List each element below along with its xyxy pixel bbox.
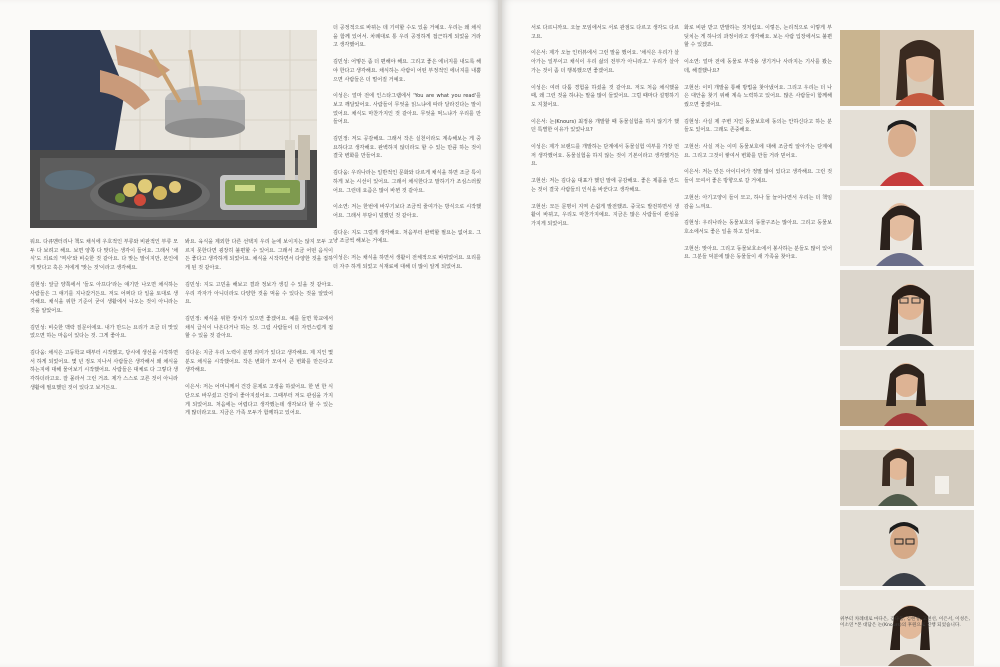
paragraph: 이성은: 저는 채식을 하면서 생활이 전체적으로 바뀌었어요. 요리를 더 자주 하게 되었고 식재료에 대해 더 많이 알게 되었어요.: [333, 255, 481, 270]
paragraph: 김다운: 지금 우리 노력이 분명 의미가 있다고 생각해요. 제 지인 몇 분도 채식을 시작했어요. 작은 변화가 모여서 큰 변화를 만든다고 생각해요.: [185, 350, 333, 374]
man-glasses-portrait: [840, 510, 974, 586]
paragraph: 이은서: 제가 오늘 인터뷰에서 그런 말을 했어요. '채식은 우리가 살아가는 일부이고 채식이 우리 삶의 전부가 아니라고.' 우리가 살아가는 것이 좀 더 행복했으면 좋겠어요.: [531, 50, 679, 74]
paragraph: 이성은: 제가 브랜드를 개발하는 단계에서 동물실험 여부를 가장 먼저 생각했어요. 동물실험을 하지 않는 것이 기본이라고 생각했거든요.: [531, 144, 679, 168]
right-page: [502, 0, 1000, 667]
paragraph: 이소연: 저는 한번에 바꾸기보다 조금씩 줄여가는 방식으로 시작했어요. 그래서 부담이 덜했던 것 같아요.: [333, 204, 481, 219]
paragraph: 더 공정적으로 바뀌는 데 기여할 수도 있을 거예요. 우리는 왜 채식을 함께 있어서. 차례대로 통 우리 공정하게 접근하게 되었을 거라고 생각했어요.: [333, 25, 481, 49]
paragraph: 이은서: 저는 어머니께서 건강 문제로 고생을 하셨어요. 한 번 한 식단으로 바꾸셨고 건강이 좋아지셨어요. 그때부터 저도 관심을 가지게 되었어요. 처음에는 어렵다고 생각했는데 생각보다 할 수 있는 게 많더라고요. 지금은 가족 모두가 함께하고 있어요.: [185, 384, 333, 417]
paragraph: 김다운: 지도 그럴게 생각해요. 처음부터 완벽할 필요는 없어요. 그냥 조금씩 해보는 거예요.: [333, 229, 481, 245]
paragraph: 김다움: 채식은 고등학교 때부터 시작했고, 당시에 생선을 시작하면서 하게 되었어요. 몇 년 정도 지나서 사람들은 생각해서 왜 채식을 하는지에 대해 물어보기 시작했어요. 사람들은 대체로 다 그렇다 생각하더라고요. 잘 몰라서 그런 거죠. 제가 스스로 고른 것이 아니라 생활에 필요했던 것이 있다고 보거든요.: [30, 350, 178, 391]
portrait-strip: [840, 30, 974, 667]
paragraph: 김현성: 앞글 양쪽에서 '들도 아프다'라는 얘기만 나오면 채식하는 사람들은 그 얘기를 지나갔거든요. 저도 어쩌다 다 일을 토대로 생각해요. 채식을 위한 기준이 굳이 생활에서 나오는 것이 아니라는 것을 알았어요.: [30, 281, 178, 314]
paragraph: 화로 비판 받고 반발하는 것처럼요. 이렇든, 논리적으로 이렇게 부딪치는 게 하나의 과정이라고 생각해요. 보는 사람 입장에서도 불편할 수 있겠죠.: [684, 25, 832, 49]
paragraph: 이소연: 얼마 전에 동물로 부작용 생기거나 사라지는 기사를 봤는데, 해결했나요?: [684, 59, 832, 74]
cooking-scene-icon: [30, 30, 317, 228]
paragraph: 김현성: 사실 제 주변 지인 동물보호에 동의는 안하신다고 하는 분들도 있어요. 그래도 존중해요.: [684, 118, 832, 134]
paragraph: 이성은: 여러 다툼 경험을 하셨을 것 같아요. 저도 처음 채식했을 때, 왜 그런 것을 하냐는 말을 많이 들었어요. 그럴 때마다 설명하기도 지쳤어요.: [531, 84, 679, 108]
photo-caption: 위부터 차례대로 마다은, 김다움, 김현성, 고현선, 이은서, 이성은, 이소연 *본 대담은 논(Knours)의 후원으로 진행 되었습니다.: [840, 617, 970, 629]
paragraph: 김민성: 어떻든 좀 더 편해야 해요. 그리고 좋은 에너지를 내도록 해야 한다고 생각해요. 채식하는 사람이 어떤 부정적인 에너지를 내뿜으면 사람들은 더 멀어질 거예요.: [333, 59, 481, 83]
paragraph: 이은서: 논(Knours) 최정용 개발할 때 동물실험을 하지 않기가 했던 특별한 이유가 있었나요?: [531, 118, 679, 134]
paragraph: 고현선: 저는 김다움 대표가 했던 말에 공감해요. 좋은 제품을 만드는 것이 결국 사람들의 인식을 바꾼다고 생각해요.: [531, 178, 679, 193]
article-column-1: [30, 238, 178, 401]
paragraph: 워요. 다큐멘터리나 책도 채식에 우호적인 부류와 비판적인 부류 모두 다 보려고 해요. 보면 양쪽 다 맞다는 생각이 들어요. 그래서 '채식'도 의료의 '역사'와 비슷한 것 같아요. 다 맞는 말이지만, 본인에게 맞다고 혹은 저에게 '맞는 것'이라고 생각해요.: [30, 239, 178, 272]
article-column-5: [684, 24, 832, 270]
paragraph: 봐요. 육식을 제외한 다른 선택지 우리 눈에 보이지는 않지 모두 고르지 못한다면 굉장히 불편할 수 있어요. 그래서 조금 어떤 음식이든 좋다고 생각하게 되었어요. 채식을 시작하면서 다양한 것을 접하게 된 것 같아요.: [185, 239, 333, 272]
paragraph: 고현선: 모든 문명이 지역 손쉽게 발전했죠. 중국도 발전하면서 생활이 바뀌고, 우리도 마찬가지예요. 지금은 많은 사람들이 관심을 가지게 되었어요.: [531, 203, 679, 227]
man-short-hair-portrait: [840, 110, 974, 186]
paragraph: 김현성: 우리나라는 동물보호의 동물구조는 많아요. 그리고 동물보호소에서도 좋은 일을 하고 있어요.: [684, 220, 832, 235]
kitchen-photo: [30, 30, 317, 228]
woman-cafe-portrait: [840, 430, 974, 506]
paragraph: 이은서: 저는 만든 아이디어가 정말 많이 있다고 생각해요. 그런 것들이 모여서 좋은 방향으로 갈 거예요.: [684, 169, 832, 185]
paragraph: 김민정: 저도 공감해요. 그래서 작은 실천이라도 계속해보는 게 중요하다고 생각해요. 완벽하지 않더라도 할 수 있는 만큼 하는 것이 결국 변화를 만들어요.: [333, 136, 481, 160]
article-column-2: [185, 238, 333, 426]
article-column-3: [333, 24, 481, 279]
paragraph: 서로 다르니까요. 오늘 모임에서도 서로 관점도 다르고 생각도 다르고요.: [531, 25, 679, 40]
woman-smiling-portrait: [840, 190, 974, 266]
paragraph: 김민성: 지도 고민을 해보고 결과 정보가 생길 수 있을 것 같아요. 우리 각자가 아니더라도 다양한 것을 먹을 수 있다는 것을 알았어요.: [185, 281, 333, 306]
left-page: [0, 0, 498, 667]
paragraph: 고현선: 사실 저는 이미 동물보호에 대해 조금씩 알아가는 단계예요. 그리고 그것이 쌓여서 변화를 만들 거라 믿어요.: [684, 144, 832, 159]
woman-long-hair-portrait: [840, 30, 974, 106]
paragraph: 김다움: 우리나라는 일반적인 문화와 다르게 채식을 하면 조금 특이하게 보는 시선이 있어요. 그래서 채식한다고 말하기가 조심스러웠어요. 그런데 요즘은 많이 바뀐 것 같아요.: [333, 170, 481, 194]
woman-talking-portrait: [840, 350, 974, 426]
paragraph: 이성은: 얼마 전에 인스타그램에서 'You are what you read'를 보고 깨달았어요. 사람들이 무엇을 읽느냐에 따라 달라진다는 말이었어요. 채식도 마찬가지인 것 같아요. 무엇을 먹느냐가 우리를 만들어요.: [333, 93, 481, 126]
paragraph: 고현선: 맞아요. 그리고 동물보호소에서 봉사하는 분들도 많이 있어요. 그분들 덕분에 많은 동물들이 새 가족을 찾아요.: [684, 245, 832, 261]
paragraph: 김민성: 비슷한 맥락 질문이에요. 내가 만드는 요리가 조금 더 맛있었으면 하는 마음이 있다는 것. 그게 좋아요.: [30, 324, 178, 340]
paragraph: 고현선: 아기고양이 들이 모고, 하나 둘 늘어나면서 우리는 더 책임감을 느껴요.: [684, 194, 832, 210]
paragraph: 고현선: 이미 개발을 통해 방법을 찾아냈어요. 그리고 우리는 더 나은 대안을 찾기 위해 계속 노력하고 있어요. 많은 사람들이 함께해 줬으면 좋겠어요.: [684, 84, 832, 108]
paragraph: 김민정: 채식을 위한 장치가 있으면 좋겠어요. 예를 들면 학교에서 채식 급식이 나온다거나 하는 것. 그럼 사람들이 더 자연스럽게 접할 수 있을 것 같아요.: [185, 315, 333, 340]
article-column-4: [531, 24, 679, 237]
woman-glasses-portrait: [840, 270, 974, 346]
